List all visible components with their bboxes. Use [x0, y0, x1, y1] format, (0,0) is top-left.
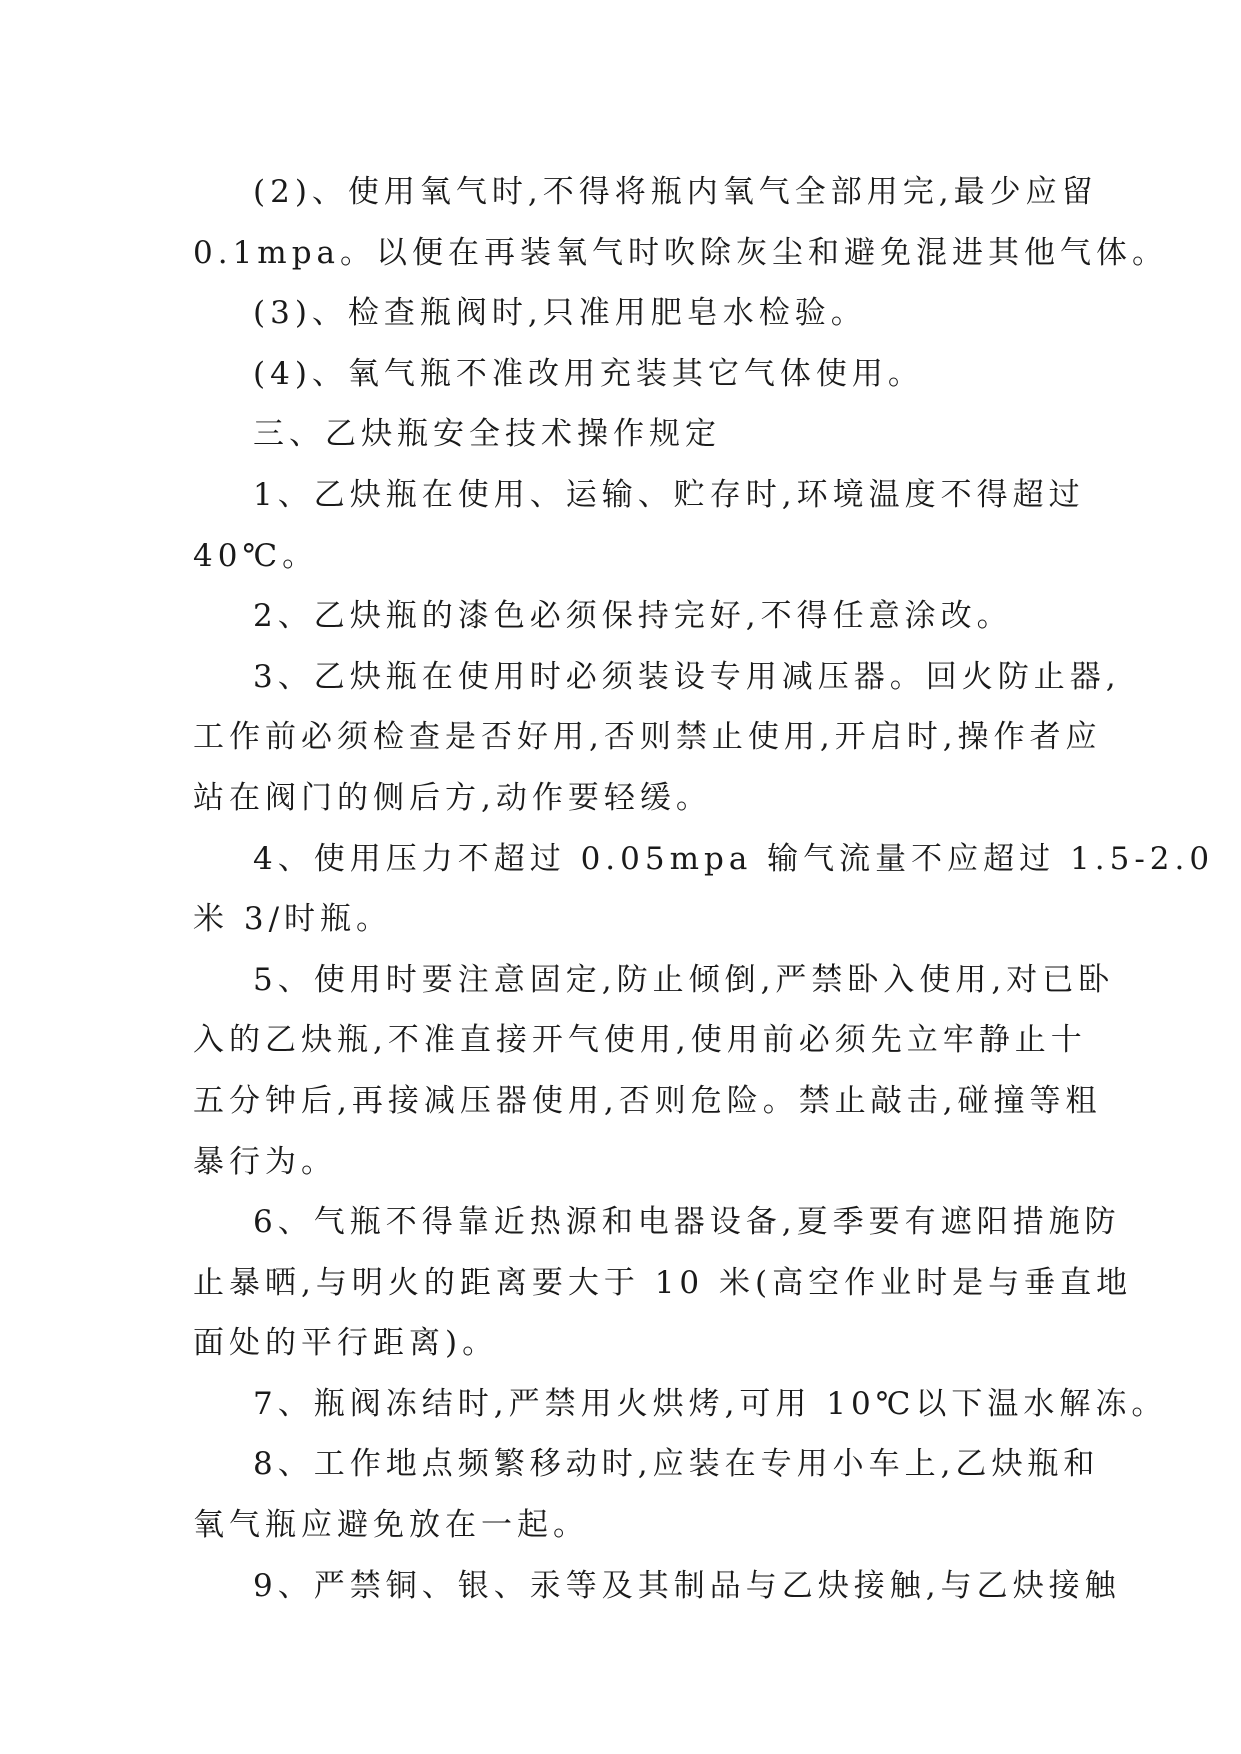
text-line: 40℃。 [193, 537, 319, 574]
text-line: (4)、氧气瓶不准改用充装其它气体使用。 [253, 355, 924, 392]
text-line: 2、乙炔瓶的漆色必须保持完好,不得任意涂改。 [253, 598, 1013, 635]
text-line: 6、气瓶不得靠近热源和电器设备,夏季要有遮阳措施防 [253, 1204, 1121, 1241]
text-line: 9、严禁铜、银、汞等及其制品与乙炔接触,与乙炔接触 [253, 1567, 1121, 1604]
text-line: (3)、检查瓶阀时,只准用肥皂水检验。 [253, 295, 867, 332]
text-line: 8、工作地点频繁移动时,应装在专用小车上,乙炔瓶和 [253, 1446, 1100, 1483]
text-line: 1、乙炔瓶在使用、运输、贮存时,环境温度不得超过 [253, 476, 1085, 513]
text-line: 站在阀门的侧后方,动作要轻缓。 [193, 779, 712, 816]
text-line: 3、乙炔瓶在使用时必须装设专用减压器。回火防止器, [253, 658, 1121, 695]
text-line: 氧气瓶应避免放在一起。 [193, 1507, 589, 1544]
text-line: 米 3/时瓶。 [193, 901, 393, 938]
text-line: 0.1mpa。以便在再装氧气时吹除灰尘和避免混进其他气体。 [193, 234, 1169, 271]
text-line: 三、乙炔瓶安全技术操作规定 [253, 416, 721, 453]
document-body [193, 162, 1215, 1616]
text-line: 面处的平行距离)。 [193, 1325, 499, 1362]
text-line: (2)、使用氧气时,不得将瓶内氧气全部用完,最少应留 [253, 174, 1098, 210]
text-line: 4、使用压力不超过 0.05mpa 输气流量不应超过 1.5-2.0 [253, 840, 1215, 877]
text-line: 止暴晒,与明火的距离要大于 10 米(高空作业时是与垂直地 [193, 1264, 1133, 1301]
text-line: 7、瓶阀冻结时,严禁用火烘烤,可用 10℃以下温水解冻。 [253, 1385, 1168, 1422]
text-line: 暴行为。 [193, 1143, 337, 1180]
text-line: 工作前必须检查是否好用,否则禁止使用,开启时,操作者应 [193, 719, 1102, 756]
text-line: 五分钟后,再接减压器使用,否则危险。禁止敲击,碰撞等粗 [193, 1082, 1102, 1119]
text-line: 5、使用时要注意固定,防止倾倒,严禁卧入使用,对已卧 [253, 961, 1115, 998]
text-line: 入的乙炔瓶,不准直接开气使用,使用前必须先立牢静止十 [193, 1022, 1087, 1059]
